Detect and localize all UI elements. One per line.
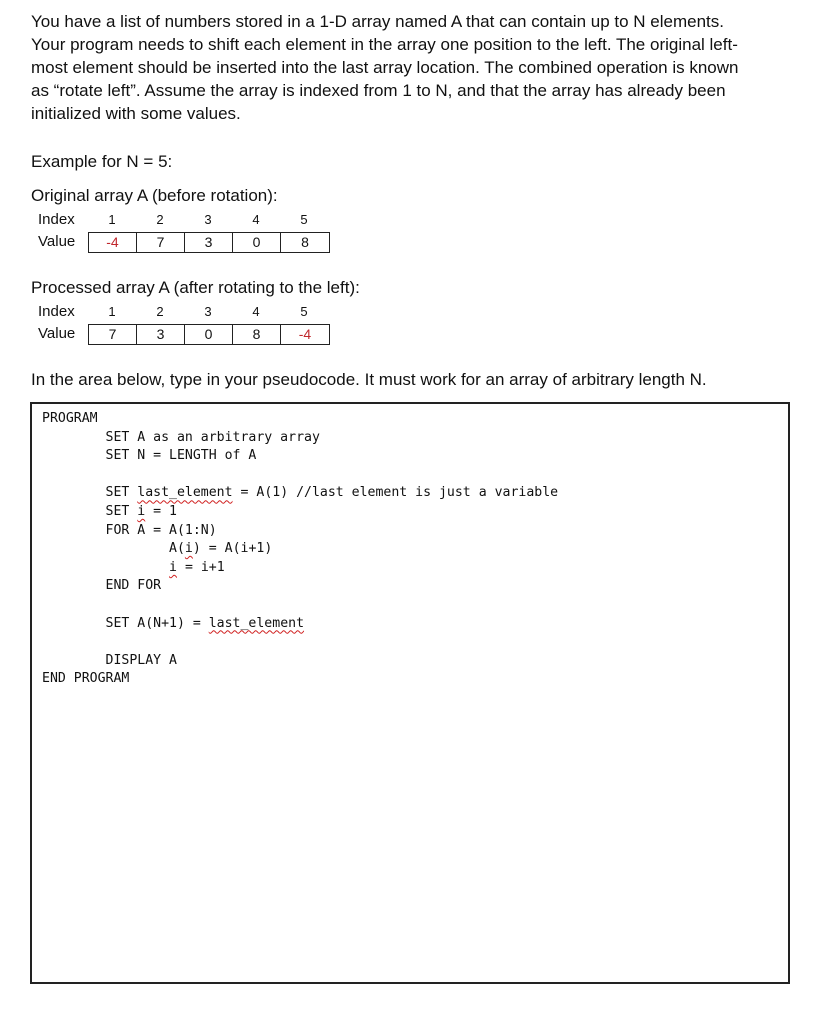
value-cell: -4 (298, 326, 312, 342)
value-cell: 3 (185, 233, 233, 252)
index-cell: 5 (300, 304, 308, 319)
problem-line: initialized with some values. (31, 104, 241, 123)
index-cell: 2 (156, 304, 164, 319)
index-cell: 4 (252, 212, 260, 227)
example-label: Example for N = 5: (31, 152, 173, 171)
index-label: Index (38, 211, 75, 228)
code-line: SET last_element = A(1) //last element is just a variable (42, 485, 559, 501)
code-line: SET A(N+1) = last_element (42, 615, 305, 631)
problem-line: You have a list of numbers stored in a 1-D array named A that can contain up to N elements. (31, 12, 724, 31)
index-cell: 4 (252, 304, 260, 319)
code-line: A(i) = A(i+1) (42, 541, 273, 557)
index-cell: 3 (204, 304, 212, 319)
code-line: DISPLAY A (42, 652, 177, 668)
index-cell: 1 (108, 304, 116, 319)
processed-heading: Processed array A (after rotating to the left): (31, 278, 360, 297)
value-cell: -4 (89, 233, 137, 252)
pseudocode-text[interactable] (42, 410, 558, 689)
misspelled-word: i (137, 503, 146, 519)
code-line: SET i = 1 (42, 503, 177, 519)
value-cell: 7 (89, 325, 137, 344)
index-cell: 5 (300, 212, 308, 227)
value-cells (88, 324, 330, 345)
index-label: Index (38, 303, 75, 320)
code-line: END PROGRAM (42, 671, 130, 687)
value-label: Value (38, 233, 76, 250)
problem-line: as “rotate left”. Assume the array is indexed from 1 to N, and that the array has already been (31, 81, 726, 100)
value-cell: 0 (185, 325, 233, 344)
pseudocode-input-area[interactable] (30, 402, 790, 984)
instruction-text: In the area below, type in your pseudocode. It must work for an array of arbitrary length N. (31, 370, 707, 389)
original-heading: Original array A (before rotation): (31, 186, 278, 205)
problem-statement (31, 10, 801, 125)
misspelled-word: i (169, 559, 177, 575)
misspelled-word: last_element (137, 485, 233, 501)
code-line: FOR A = A(1:N) (42, 522, 217, 538)
value-cell: 7 (137, 233, 185, 252)
value-cell: 8 (301, 234, 309, 250)
value-cells (88, 232, 330, 253)
code-line: PROGRAM (42, 411, 98, 426)
problem-line: Your program needs to shift each element in the array one position to the left. The original left- (31, 35, 738, 54)
code-line: SET A as an arbitrary array (42, 429, 320, 445)
index-cell: 2 (156, 212, 164, 227)
misspelled-word: last_element (208, 615, 305, 631)
value-label: Value (38, 325, 76, 342)
value-cell: 3 (137, 325, 185, 344)
index-cell: 3 (204, 212, 212, 227)
code-line: i = i+1 (169, 559, 225, 575)
value-cell: 8 (233, 325, 281, 344)
code-line: SET N = LENGTH of A (42, 448, 257, 464)
problem-line: most element should be inserted into the last array location. The combined operation is known (31, 58, 739, 77)
value-cell: 0 (233, 233, 281, 252)
code-line: END FOR (42, 578, 162, 594)
misspelled-word: i (184, 541, 193, 557)
index-cell: 1 (108, 212, 116, 227)
